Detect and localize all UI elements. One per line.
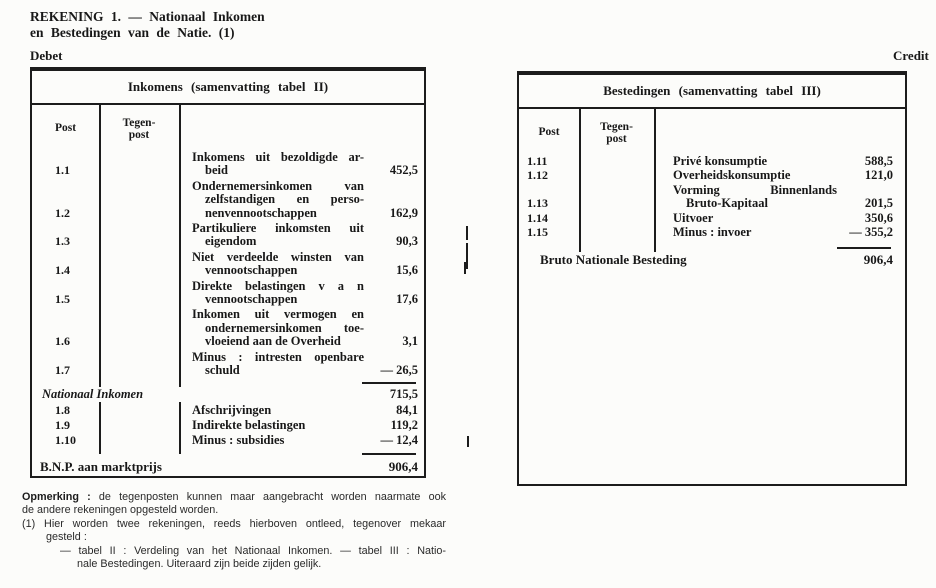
grand-total-row: [519, 252, 905, 268]
post-number: 1.5: [55, 292, 70, 307]
column-divider: [654, 109, 656, 255]
footnote-line: gesteld :: [46, 531, 87, 544]
row-description: [192, 251, 364, 278]
row-description: [673, 155, 837, 168]
debet-account-table: [30, 67, 426, 478]
row-value: 17,6: [396, 292, 418, 307]
table-row: [519, 226, 905, 239]
footnotes: [22, 491, 446, 571]
subtotal-rule: [362, 382, 416, 384]
row-value: 452,5: [389, 163, 418, 178]
description-line: Vorming Binnenlands: [673, 182, 837, 197]
row-value: 588,5: [864, 154, 893, 168]
row-description: [673, 212, 837, 225]
tegenpost-header-line-2: post: [606, 133, 627, 145]
subtotal-value: 715,5: [389, 386, 418, 401]
credit-account-table: [517, 71, 907, 486]
tegenpost-column-header: [99, 117, 179, 141]
description-line: Partikuliere inkomsten uit: [192, 221, 364, 236]
post-number: 1.3: [55, 234, 70, 249]
column-divider: [99, 105, 101, 454]
footnote-line: — tabel II : Verdeling van het Nationaal Inkomen. — tabel III : Natio-: [60, 544, 446, 557]
row-value: 119,2: [390, 417, 418, 432]
table-row: [32, 251, 424, 278]
post-number: 1.11: [527, 154, 548, 168]
post-number: 1.9: [55, 417, 70, 432]
post-number: 1.1: [55, 163, 70, 178]
tegenpost-header-line-1: Tegen-: [600, 121, 633, 133]
table-row: [519, 169, 905, 182]
description-line: ondernemersinkomen toe-: [205, 320, 364, 335]
grand-total-label: B.N.P. aan marktprijs: [40, 458, 162, 474]
description-line: Overheidskonsumptie: [673, 168, 791, 183]
post-number: 1.12: [527, 168, 548, 183]
row-value: 84,1: [396, 402, 418, 417]
description-line: vennootschappen: [205, 263, 298, 278]
scan-artifact: [467, 436, 469, 447]
row-value: 3,1: [402, 334, 418, 349]
tegenpost-header-line-1: Tegen-: [122, 117, 156, 129]
description-line: Minus : subsidies: [192, 433, 285, 448]
grand-total-value: 906,4: [388, 458, 418, 474]
description-line: vloeiend aan de Overheid: [205, 334, 341, 349]
description-line: Minus : invoer: [673, 225, 752, 240]
tegenpost-column-header: [579, 121, 654, 145]
description-line: Direkte belastingen v a n: [192, 278, 364, 293]
table-row: [32, 404, 424, 417]
description-line: Inkomen uit vermogen en: [192, 307, 364, 322]
row-description: [192, 222, 364, 249]
description-line: vennootschappen: [205, 292, 298, 307]
footnote-line: (1) Hier worden twee rekeningen, reeds hierboven ontleed, tegenover mekaar: [22, 517, 446, 530]
post-column-header: Post: [538, 126, 560, 138]
description-line: Ondernemersinkomen van: [192, 178, 364, 193]
table-row: [32, 434, 424, 447]
subtotal-label: Nationaal Inkomen: [42, 386, 144, 401]
description-line: beid: [205, 163, 228, 178]
description-line: Privé konsumptie: [673, 154, 768, 168]
grand-total-row: [32, 459, 424, 475]
page-title-line-2: en Bestedingen van de Natie. (1): [30, 25, 235, 40]
post-number: 1.7: [55, 363, 70, 378]
footnote-line: nale Bestedingen. Uiteraard zijn beide zijden gelijk.: [77, 558, 322, 571]
credit-table-title: Bestedingen (samenvatting tabel III): [519, 75, 905, 109]
row-value: — 26,5: [380, 363, 418, 378]
grand-total-label: Bruto Nationale Besteding: [540, 252, 687, 268]
total-rule: [362, 453, 416, 455]
post-number: 1.14: [527, 210, 548, 225]
row-description: [673, 184, 837, 211]
credit-label: Credit: [893, 48, 929, 63]
post-number: 1.10: [55, 433, 76, 448]
post-number: 1.4: [55, 263, 70, 278]
description-line: zelfstandigen en perso-: [205, 192, 364, 207]
footnote-line: Opmerking : de tegenposten kunnen maar aangebracht worden naarmate ook: [22, 491, 446, 503]
table-row: [519, 155, 905, 168]
scan-artifact: [464, 262, 466, 274]
description-line: nenvennootschappen: [205, 205, 317, 220]
post-number: 1.15: [527, 225, 548, 240]
table-row: [32, 351, 424, 378]
post-number: 1.13: [527, 196, 548, 211]
scan-artifact: [466, 243, 468, 269]
row-value: 15,6: [396, 263, 418, 278]
table-row: [32, 222, 424, 249]
credit-table-body: [519, 109, 905, 268]
table-row: [32, 308, 424, 348]
footnote-bold-label: Opmerking :: [22, 491, 91, 503]
subtotal-row: [32, 387, 424, 402]
debet-table-body: [32, 105, 424, 475]
total-rule: [837, 247, 891, 249]
footnote-line: de andere rekeningen opgesteld worden.: [22, 504, 219, 517]
row-description: [192, 180, 364, 220]
tegenpost-header-line-2: post: [128, 129, 150, 141]
row-description: [673, 226, 837, 239]
description-line: Minus : intresten openbare: [192, 349, 364, 364]
scan-artifact: [466, 226, 468, 240]
table-row: [519, 184, 905, 211]
page-title: [30, 9, 265, 41]
credit-rows: [519, 155, 905, 239]
debet-label: Debet: [30, 48, 63, 63]
post-number: 1.8: [55, 402, 70, 417]
row-description: [192, 308, 364, 348]
row-value: 121,0: [864, 168, 893, 183]
row-description: [192, 351, 364, 378]
description-line: Niet verdeelde winsten van: [192, 249, 364, 264]
debet-adjustment-rows: [32, 404, 424, 448]
page-title-line-1: REKENING 1. — Nationaal Inkomen: [30, 9, 265, 24]
description-line: eigendom: [205, 234, 257, 249]
description-line: Inkomens uit bezoldigde ar-: [192, 150, 364, 164]
grand-total-value: 906,4: [863, 252, 893, 268]
post-number: 1.6: [55, 334, 70, 349]
table-row: [519, 212, 905, 225]
table-row: [32, 151, 424, 178]
description-line: schuld: [205, 363, 240, 378]
post-column-header: Post: [54, 122, 77, 134]
row-description: [192, 419, 364, 432]
row-description: [192, 151, 364, 178]
row-description: [673, 169, 837, 182]
table-row: [32, 280, 424, 307]
row-value: 90,3: [396, 234, 418, 249]
description-line: Indirekte belastingen: [192, 417, 306, 432]
debet-table-title: Inkomens (samenvatting tabel II): [32, 71, 424, 105]
table-row: [32, 180, 424, 220]
description-line: Uitvoer: [673, 210, 714, 225]
row-value: 350,6: [864, 210, 893, 225]
row-value: 201,5: [864, 196, 893, 211]
row-description: [192, 404, 364, 417]
description-line: Bruto-Kapitaal: [686, 196, 768, 211]
description-line: Afschrijvingen: [192, 402, 272, 417]
row-description: [192, 434, 364, 447]
column-divider: [179, 105, 181, 454]
debet-rows: [32, 151, 424, 378]
table-row: [32, 419, 424, 432]
post-number: 1.2: [55, 205, 70, 220]
row-value: — 355,2: [849, 225, 893, 240]
row-description: [192, 280, 364, 307]
row-value: 162,9: [389, 205, 418, 220]
row-value: — 12,4: [380, 433, 418, 448]
